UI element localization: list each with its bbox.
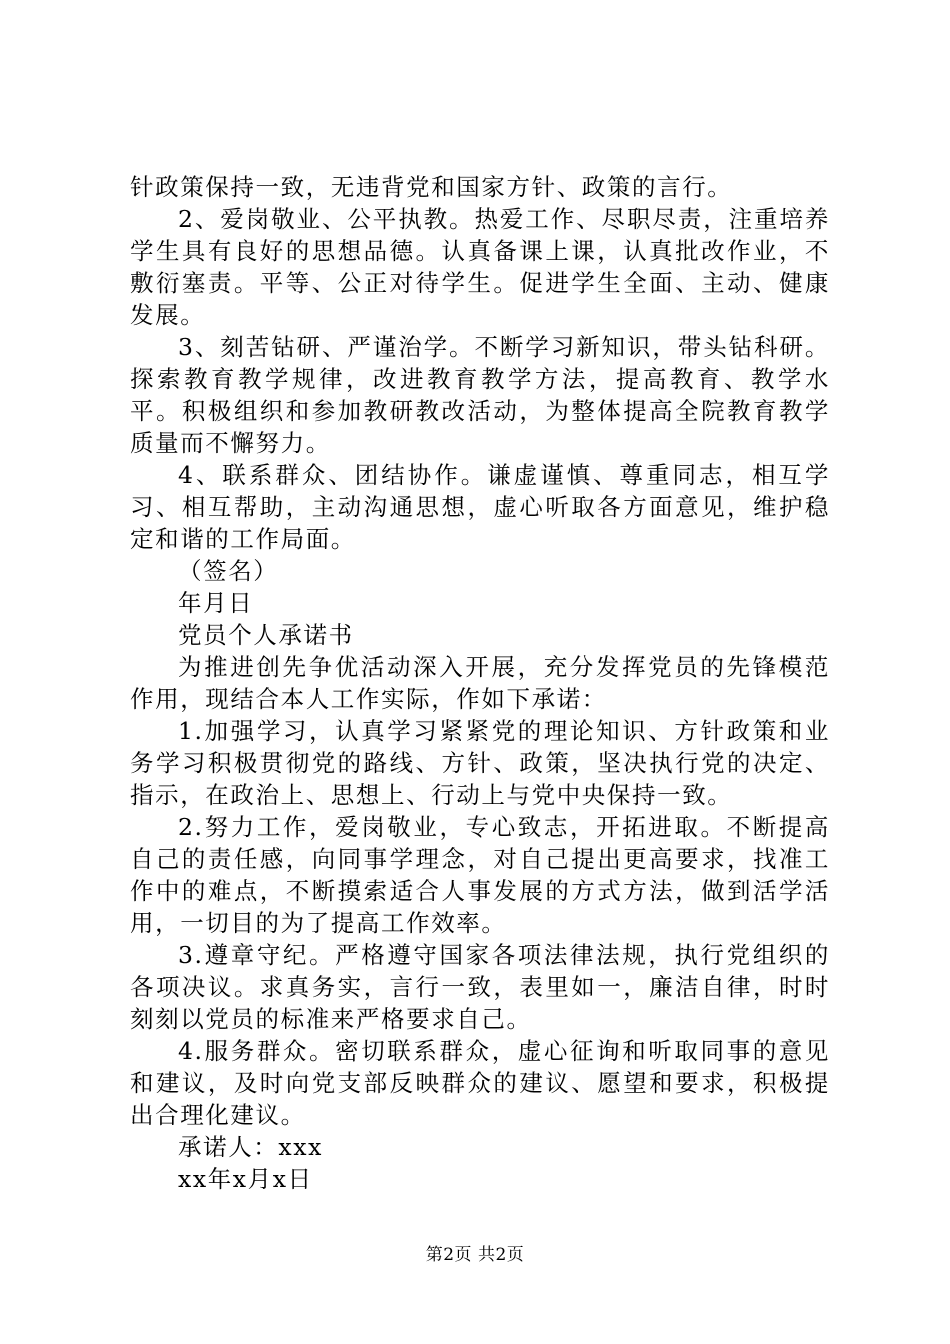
pledge-item-1: 1.加强学习，认真学习紧紧党的理论知识、方针政策和业务学习积极贯彻党的路线、方针、政策，坚决执行党的决定、指示，在政治上、思想上、行动上与党中央保持一致。 bbox=[130, 717, 830, 809]
paragraph-continuation: 针政策保持一致，无违背党和国家方针、政策的言行。 bbox=[130, 173, 733, 201]
paragraph-item-4: 4、联系群众、团结协作。谦虚谨慎、尊重同志，相互学习、相互帮助，主动沟通思想，虚心听取各方面意见，维护稳定和谐的工作局面。 bbox=[130, 461, 830, 553]
paragraph-item-3: 3、刻苦钻研、严谨治学。不断学习新知识，带头钻科研。探索教育教学规律，改进教育教学方法，提高教育、教学水平。积极组织和参加教研教改活动，为整体提高全院教育教学质量而不懈努力。 bbox=[130, 333, 830, 457]
pledge-date-line: xx年x月x日 bbox=[178, 1165, 313, 1193]
pledger-line: 承诺人：xxx bbox=[178, 1133, 323, 1161]
page-footer: 第2页 共2页 bbox=[425, 1245, 525, 1265]
pledge-item-2: 2.努力工作，爱岗敬业，专心致志，开拓进取。不断提高自己的责任感，向同事学理念，对自己提出更高要求，找准工作中的难点，不断摸索适合人事发展的方式方法，做到活学活用，一切目的为了提高工作效率。 bbox=[130, 813, 830, 937]
signature-label: （签名） bbox=[178, 557, 279, 585]
document-body bbox=[130, 171, 830, 1195]
pledge-item-3: 3.遵章守纪。严格遵守国家各项法律法规，执行党组织的各项决议。求真务实，言行一致，表里如一，廉洁自律，时时刻刻以党员的标准来严格要求自己。 bbox=[130, 941, 830, 1033]
date-line: 年月日 bbox=[178, 589, 254, 617]
section-title: 党员个人承诺书 bbox=[178, 621, 354, 649]
pledge-item-4: 4.服务群众。密切联系群众，虚心征询和听取同事的意见和建议，及时向党支部反映群众的建议、愿望和要求，积极提出合理化建议。 bbox=[130, 1037, 830, 1129]
paragraph-item-2: 2、爱岗敬业、公平执教。热爱工作、尽职尽责，注重培养学生具有良好的思想品德。认真备课上课，认真批改作业，不敷衍塞责。平等、公正对待学生。促进学生全面、主动、健康发展。 bbox=[130, 205, 830, 329]
pledge-intro: 为推进创先争优活动深入开展，充分发挥党员的先锋模范作用，现结合本人工作实际，作如下承诺： bbox=[130, 653, 830, 713]
